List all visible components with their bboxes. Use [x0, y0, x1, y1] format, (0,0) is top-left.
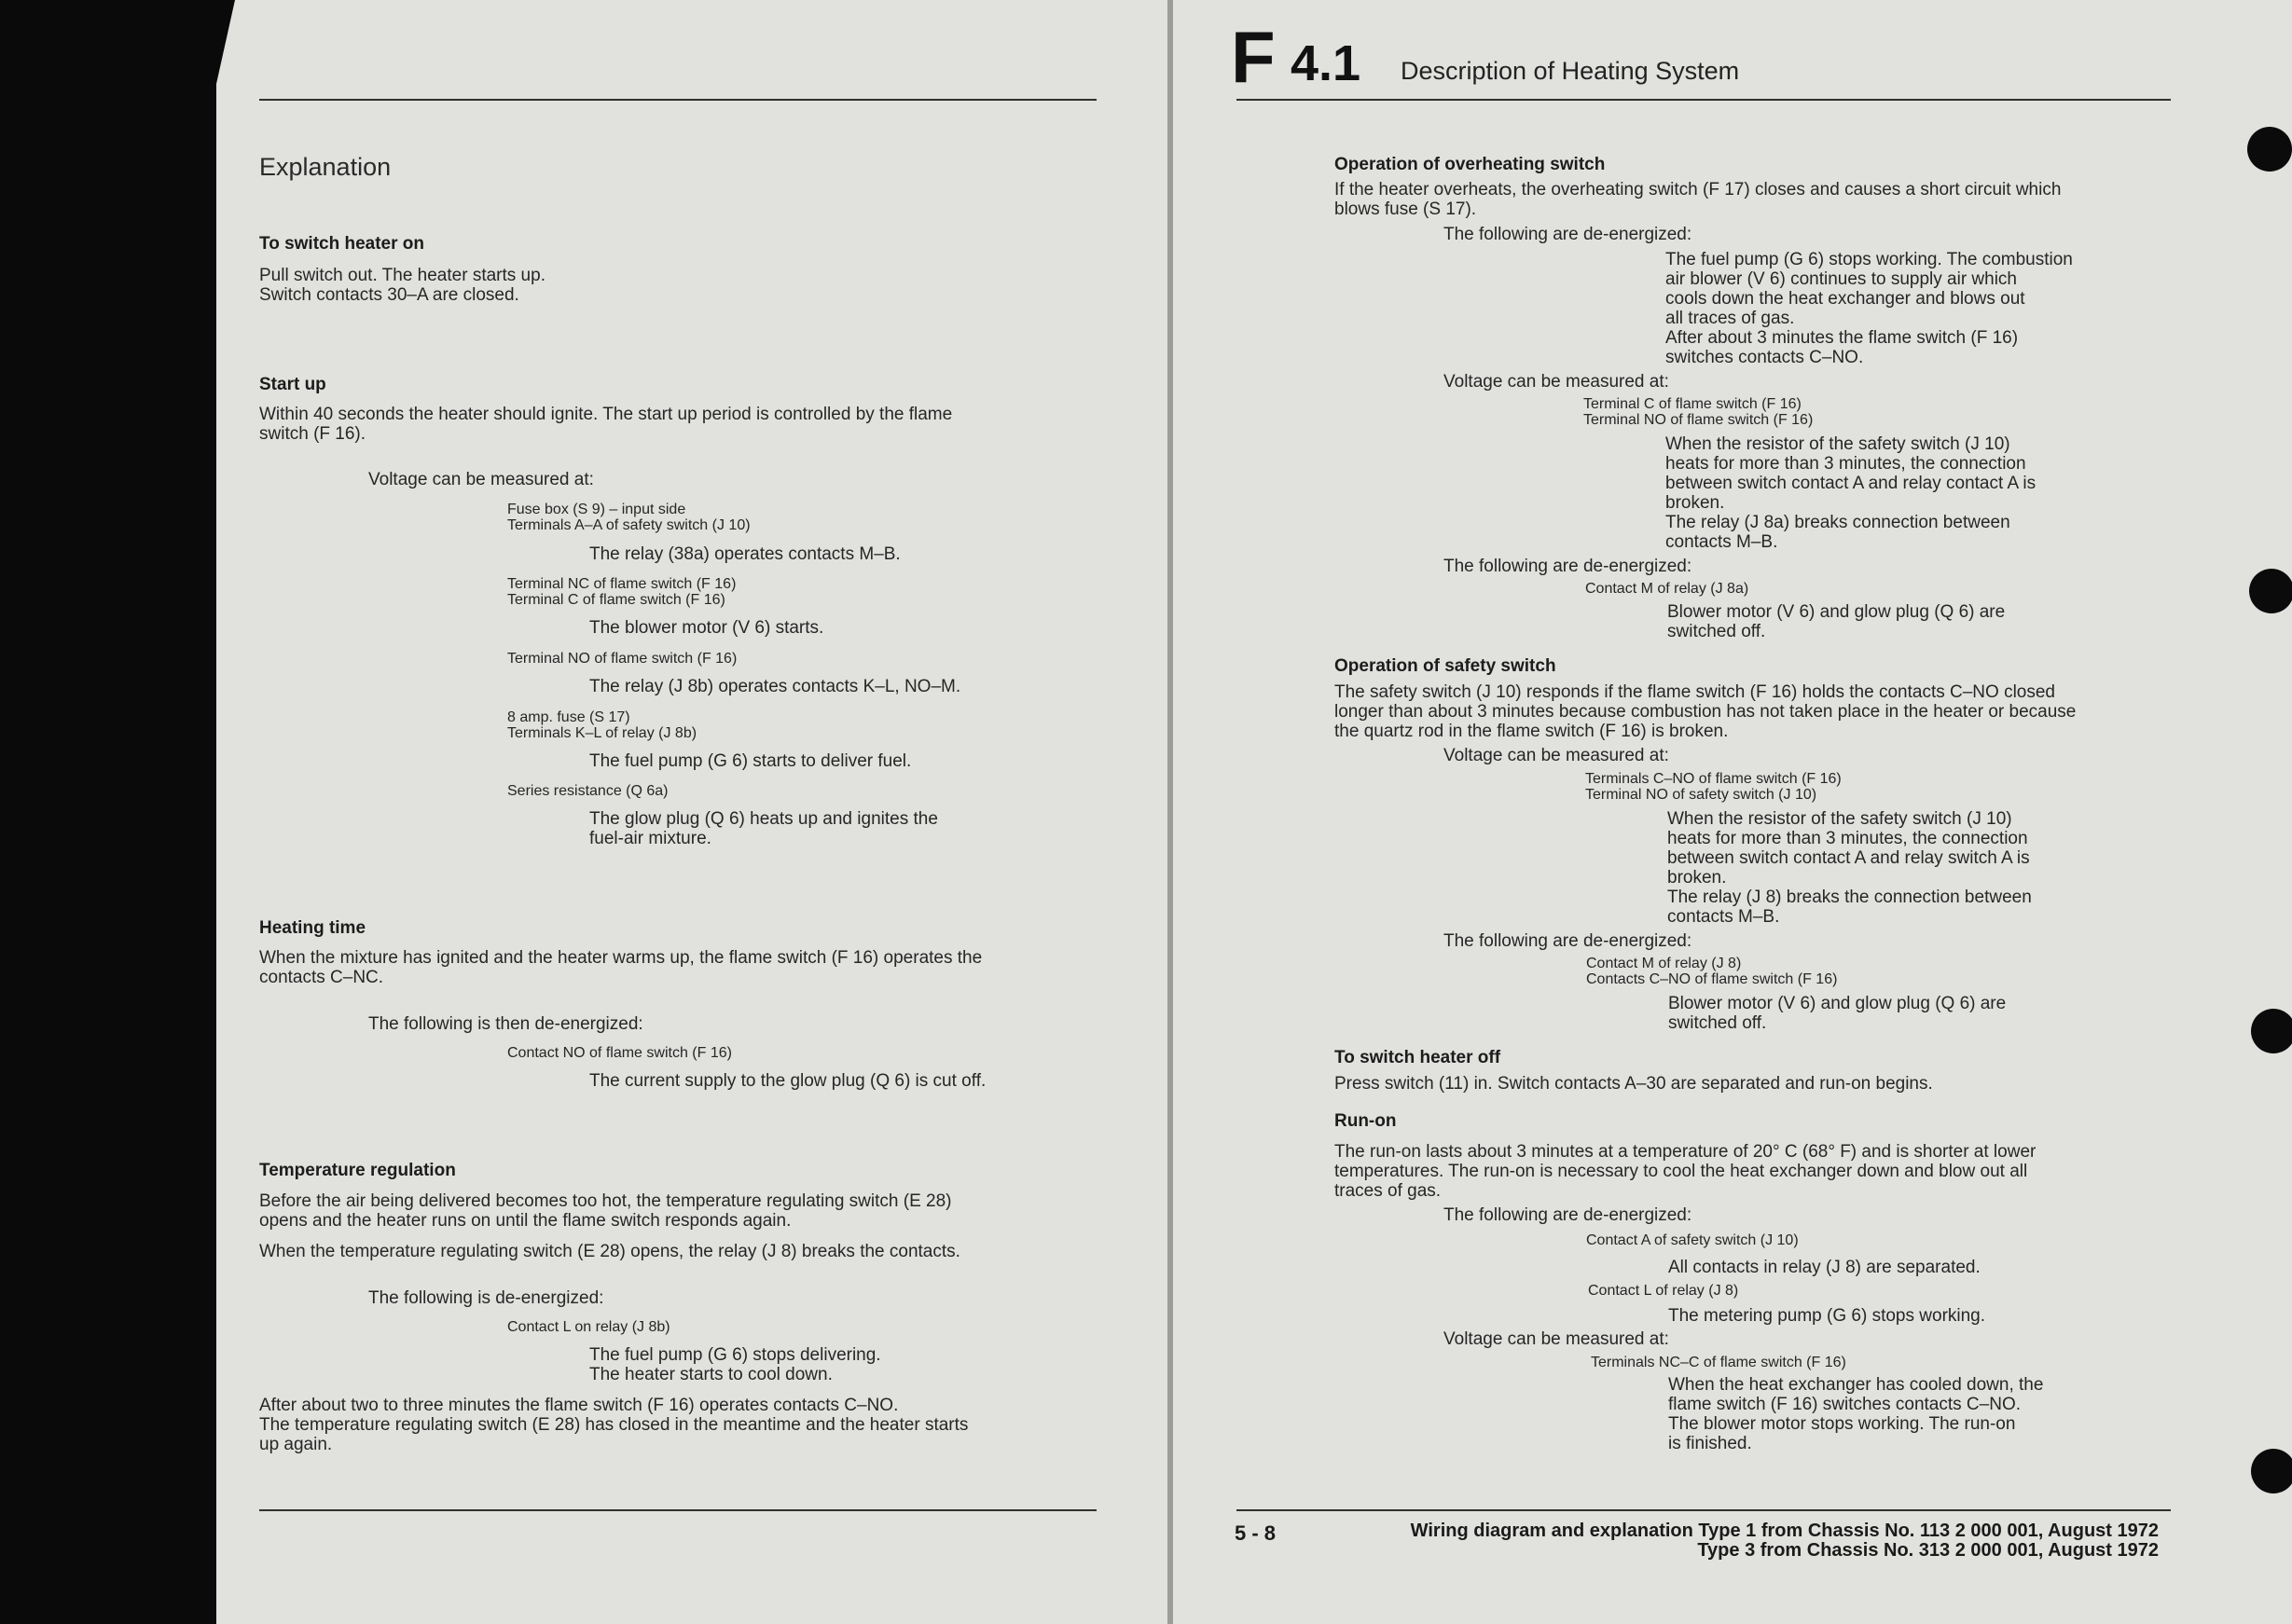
- result-line: contacts M–B.: [1665, 532, 1778, 552]
- section-heading: Operation of overheating switch: [1334, 155, 1606, 174]
- body-line: Before the air being delivered becomes too hot, the temperature regulating switch (E 28): [259, 1191, 952, 1211]
- page-number: 5 - 8: [1235, 1521, 1277, 1545]
- body-line: When the mixture has ignited and the heater warms up, the flame switch (F 16) operates the: [259, 948, 983, 968]
- chapter-number: 4.1: [1291, 35, 1361, 91]
- measure-point: Contact NO of flame switch (F 16): [507, 1045, 732, 1061]
- measure-point: Terminals K–L of relay (J 8b): [507, 725, 697, 741]
- footer-line: Type 3 from Chassis No. 313 2 000 001, August 1972: [1697, 1540, 2159, 1561]
- result-line: When the resistor of the safety switch (J 10): [1667, 809, 2012, 829]
- result-line: When the resistor of the safety switch (J 10): [1665, 434, 2010, 454]
- page-title: Explanation: [259, 153, 392, 181]
- measure-point: Terminal C of flame switch (F 16): [1583, 396, 1802, 412]
- section-heading: Operation of safety switch: [1334, 656, 1556, 676]
- body-line: When the temperature regulating switch (E 28) opens, the relay (J 8) breaks the contacts.: [259, 1242, 960, 1261]
- result-line: The relay (J 8) breaks the connection between: [1667, 888, 2032, 907]
- section-heading: To switch heater off: [1334, 1048, 1501, 1067]
- footer-line: Wiring diagram and explanation Type 1 from Chassis No. 113 2 000 001, August 1972: [1410, 1521, 2159, 1541]
- result-line: All contacts in relay (J 8) are separated.: [1668, 1258, 1981, 1277]
- result-line: contacts M–B.: [1667, 907, 1780, 927]
- page-shadow: [216, 0, 235, 84]
- measure-point: Contact M of relay (J 8a): [1585, 581, 1749, 597]
- result-line: The fuel pump (G 6) stops working. The combustion: [1665, 250, 2073, 269]
- result-line: After about 3 minutes the flame switch (F 16): [1665, 328, 2019, 348]
- measure-point: Fuse box (S 9) – input side: [507, 502, 686, 517]
- measure-point: Series resistance (Q 6a): [507, 783, 669, 799]
- section-heading: To switch heater on: [259, 234, 425, 254]
- measure-point: Contact L of relay (J 8): [1588, 1283, 1739, 1299]
- body-line: temperatures. The run-on is necessary to cool the heat exchanger down and blow out all: [1334, 1162, 2028, 1181]
- result-line: The metering pump (G 6) stops working.: [1668, 1306, 1986, 1326]
- measure-point: Terminals C–NO of flame switch (F 16): [1585, 771, 1842, 787]
- deenergized-label: The following are de-energized:: [1443, 557, 1692, 576]
- result-line: broken.: [1665, 493, 1725, 513]
- result-line: The current supply to the glow plug (Q 6) is cut off.: [589, 1071, 987, 1091]
- body-line: blows fuse (S 17).: [1334, 200, 1477, 219]
- section-heading: Heating time: [259, 918, 366, 938]
- result-line: The relay (J 8b) operates contacts K–L, NO–M.: [589, 677, 961, 696]
- result-line: switches contacts C–NO.: [1665, 348, 1864, 367]
- result-line: heats for more than 3 minutes, the connection: [1665, 454, 2026, 474]
- body-line: up again.: [259, 1435, 333, 1454]
- body-line: The temperature regulating switch (E 28) has closed in the meantime and the heater starts: [259, 1415, 969, 1435]
- result-line: is finished.: [1668, 1434, 1752, 1453]
- voltage-label: Voltage can be measured at:: [1443, 1329, 1669, 1349]
- result-line: The blower motor (V 6) starts.: [589, 618, 824, 638]
- punch-hole: [2247, 127, 2292, 172]
- body-line: Switch contacts 30–A are closed.: [259, 285, 519, 305]
- left-page: [216, 0, 1169, 1624]
- punch-hole: [2251, 1009, 2292, 1053]
- measure-point: Terminals NC–C of flame switch (F 16): [1591, 1355, 1846, 1370]
- result-line: switched off.: [1668, 1013, 1767, 1033]
- result-line: When the heat exchanger has cooled down, the: [1668, 1375, 2044, 1395]
- result-line: The glow plug (Q 6) heats up and ignites the: [589, 809, 938, 829]
- body-line: If the heater overheats, the overheating switch (F 17) closes and causes a short circuit which: [1334, 180, 2062, 200]
- measure-point: Contact A of safety switch (J 10): [1586, 1232, 1799, 1248]
- result-line: Blower motor (V 6) and glow plug (Q 6) are: [1668, 994, 2007, 1013]
- measure-point: Terminals A–A of safety switch (J 10): [507, 517, 751, 533]
- section-heading: Temperature regulation: [259, 1161, 456, 1180]
- measure-point: Contact L on relay (J 8b): [507, 1319, 670, 1335]
- body-line: opens and the heater runs on until the flame switch responds again.: [259, 1211, 792, 1231]
- measure-point: Contacts C–NO of flame switch (F 16): [1586, 971, 1838, 987]
- section-heading: Start up: [259, 375, 326, 394]
- measure-point: Terminal NO of safety switch (J 10): [1585, 787, 1817, 803]
- body-line: Pull switch out. The heater starts up.: [259, 266, 545, 285]
- deenergized-label: The following are de-energized:: [1443, 225, 1692, 244]
- measure-point: Terminal C of flame switch (F 16): [507, 592, 725, 608]
- section-title: Description of Heating System: [1401, 57, 1740, 85]
- result-line: flame switch (F 16) switches contacts C–NO.: [1668, 1395, 2021, 1414]
- body-line: contacts C–NC.: [259, 968, 384, 987]
- result-line: The fuel pump (G 6) stops delivering.: [589, 1345, 881, 1365]
- measure-point: Terminal NO of flame switch (F 16): [1583, 412, 1814, 428]
- punch-hole: [2251, 1449, 2292, 1493]
- chapter-letter: F: [1231, 16, 1276, 98]
- bottom-rule: [259, 1509, 1097, 1511]
- measure-point: Terminal NC of flame switch (F 16): [507, 576, 737, 592]
- result-line: between switch contact A and relay switch A is: [1667, 848, 2030, 868]
- measure-point: Contact M of relay (J 8): [1586, 956, 1742, 971]
- body-line: The run-on lasts about 3 minutes at a temperature of 20° C (68° F) and is shorter at lower: [1334, 1142, 2037, 1162]
- result-line: heats for more than 3 minutes, the connection: [1667, 829, 2028, 848]
- body-line: After about two to three minutes the flame switch (F 16) operates contacts C–NO.: [259, 1396, 899, 1415]
- result-line: all traces of gas.: [1665, 309, 1795, 328]
- body-line: The safety switch (J 10) responds if the flame switch (F 16) holds the contacts C–NO closed: [1334, 682, 2055, 702]
- body-line: switch (F 16).: [259, 424, 366, 444]
- result-line: air blower (V 6) continues to supply air which: [1665, 269, 2018, 289]
- voltage-label: Voltage can be measured at:: [1443, 372, 1669, 392]
- result-line: switched off.: [1667, 622, 1766, 641]
- measure-point: 8 amp. fuse (S 17): [507, 709, 630, 725]
- body-line: the quartz rod in the flame switch (F 16) is broken.: [1334, 722, 1729, 741]
- top-rule: [1236, 99, 2171, 101]
- voltage-label: Voltage can be measured at:: [1443, 746, 1669, 765]
- top-rule: [259, 99, 1097, 101]
- result-line: fuel-air mixture.: [589, 829, 711, 848]
- voltage-label: Voltage can be measured at:: [368, 470, 594, 489]
- bottom-rule: [1236, 1509, 2171, 1511]
- right-page: [1173, 0, 2292, 1624]
- result-line: The relay (38a) operates contacts M–B.: [589, 544, 901, 564]
- punch-hole: [2249, 569, 2292, 613]
- body-line: traces of gas.: [1334, 1181, 1442, 1201]
- deenergized-label: The following are de-energized:: [1443, 1205, 1692, 1225]
- result-line: The heater starts to cool down.: [589, 1365, 833, 1384]
- result-line: Blower motor (V 6) and glow plug (Q 6) are: [1667, 602, 2006, 622]
- result-line: between switch contact A and relay contact A is: [1665, 474, 2037, 493]
- body-line: Within 40 seconds the heater should ignite. The start up period is controlled by the flame: [259, 405, 953, 424]
- deenergized-label: The following is then de-energized:: [368, 1014, 643, 1034]
- deenergized-label: The following is de-energized:: [368, 1288, 604, 1308]
- result-line: The fuel pump (G 6) starts to deliver fuel.: [589, 751, 912, 771]
- measure-point: Terminal NO of flame switch (F 16): [507, 651, 738, 667]
- body-line: longer than about 3 minutes because combustion has not taken place in the heater or because: [1334, 702, 2077, 722]
- result-line: The relay (J 8a) breaks connection between: [1665, 513, 2010, 532]
- body-line: Press switch (11) in. Switch contacts A–30 are separated and run-on begins.: [1334, 1074, 1933, 1094]
- result-line: The blower motor stops working. The run-on: [1668, 1414, 2016, 1434]
- result-line: cools down the heat exchanger and blows out: [1665, 289, 2025, 309]
- result-line: broken.: [1667, 868, 1727, 888]
- section-heading: Run-on: [1334, 1111, 1397, 1131]
- deenergized-label: The following are de-energized:: [1443, 931, 1692, 951]
